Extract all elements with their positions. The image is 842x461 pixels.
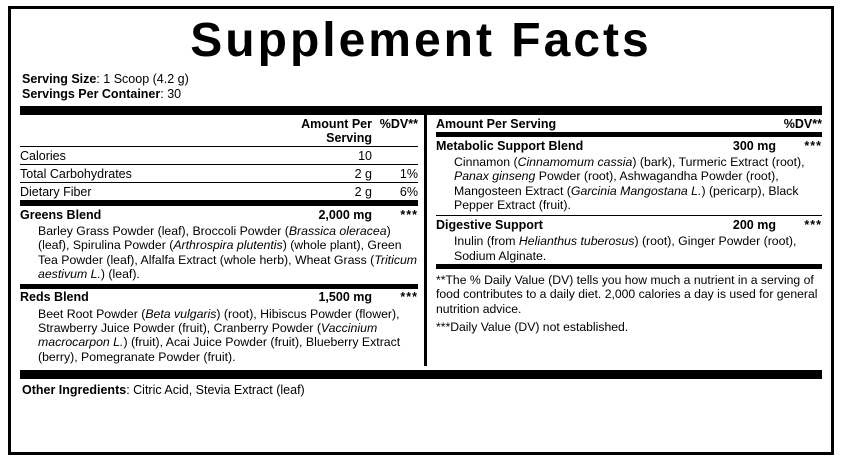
metabolic-support-ingredients: Cinnamon (Cinnamomum cassia) (bark), Turmeric Extract (root), Panax ginseng Powder (root), Ashwagandha Powder (root), Mangosteen Extract (Garcinia Mangostana L.) (pericarp), Black Pepper Extract (fruit). — [454, 155, 805, 213]
nutrient-amount: 2 g — [288, 165, 372, 183]
servings-per-container-value: : 30 — [160, 87, 182, 101]
servings-per-container-label: Servings Per Container — [22, 87, 161, 101]
nutrient-dv — [372, 147, 418, 165]
right-header-table — [436, 115, 822, 132]
nutrient-amount: 2 g — [288, 183, 372, 201]
digestive-support-ingredients: Inulin (from Helianthus tuberosus) (root), Ginger Powder (root), Sodium Alginate. — [454, 234, 797, 263]
left-header-blank — [20, 115, 288, 147]
blend-name: Greens Blend — [20, 207, 102, 222]
other-ingredients — [20, 379, 822, 398]
reds-blend-ingredients: Beet Root Powder (Beta vulgaris) (root), Hibiscus Powder (flower), Strawberry Juice Powder (fruit), Cranberry Powder (Vaccinium macrocarpon L.) (fruit), Acai Juice Powder (fruit), Blueberry Extract (berry), Pomegranate Powder (fruit). — [38, 306, 401, 364]
blend-amount: 200 mg — [732, 217, 776, 232]
digestive-support-table — [436, 216, 822, 233]
footnote-daily-value: **The % Daily Value (DV) tells you how much a nutrient in a serving of food contributes to a daily diet. 2,000 calories a day is used for general nutrition advice. — [436, 272, 818, 316]
column-divider — [424, 115, 427, 366]
footnote-not-established: ***Daily Value (DV) not established. — [436, 320, 629, 335]
nutrient-amount: 10 — [288, 147, 372, 165]
reds-blend-table — [20, 289, 418, 306]
right-header-dv: %DV** — [783, 116, 822, 131]
left-header-amount: Amount Per Serving — [288, 115, 372, 147]
nutrient-name: Dietary Fiber — [20, 183, 288, 201]
greens-blend-table — [20, 206, 418, 223]
table-row — [20, 165, 418, 183]
blend-header-row — [20, 289, 418, 306]
blend-dv: *** — [804, 138, 822, 153]
metabolic-support-table — [436, 137, 822, 154]
right-header-amount: Amount Per Serving — [436, 116, 557, 131]
blend-header-row — [436, 137, 822, 154]
blend-dv: *** — [400, 290, 418, 305]
left-header-dv: %DV** — [372, 115, 418, 147]
table-row — [20, 183, 418, 201]
blend-dv: *** — [804, 217, 822, 232]
nutrient-dv: 6% — [372, 183, 418, 201]
serving-size-line — [22, 72, 822, 87]
serving-size-label: Serving Size — [22, 72, 97, 86]
left-nutrient-table — [20, 115, 418, 201]
page-title: Supplement Facts — [190, 14, 652, 67]
divider-thick-top — [20, 106, 822, 115]
blend-name: Reds Blend — [20, 290, 89, 305]
blend-amount: 2,000 mg — [318, 207, 372, 222]
nutrient-name: Calories — [20, 147, 288, 165]
left-column — [20, 115, 424, 366]
nutrient-name: Total Carbohydrates — [20, 165, 288, 183]
nutrient-dv: 1% — [372, 165, 418, 183]
servings-per-container-line — [22, 87, 822, 102]
serving-info — [22, 72, 822, 102]
blend-amount: 1,500 mg — [318, 290, 372, 305]
other-ingredients-label: Other Ingredients — [22, 383, 127, 398]
greens-blend-ingredients: Barley Grass Powder (leaf), Broccoli Powder (Brassica oleracea) (leaf), Spirulina Powder (Arthrospira plutentis) (whole plant), Green Tea Powder (leaf), Alfalfa Extract (whole herb), Wheat Grass (Triticum aestivum L.) (leaf). — [38, 224, 418, 282]
right-table-header-row — [436, 115, 822, 132]
blend-name: Digestive Support — [436, 217, 543, 232]
blend-header-row — [436, 216, 822, 233]
supplement-facts-panel — [8, 6, 834, 455]
blend-header-row — [20, 206, 418, 223]
table-row — [20, 147, 418, 165]
right-column — [431, 115, 822, 366]
divider-thick-bottom — [20, 370, 822, 379]
serving-size-value: : 1 Scoop (4.2 g) — [96, 72, 189, 86]
left-table-header-row — [20, 115, 418, 147]
columns-container — [20, 115, 822, 366]
blend-name: Metabolic Support Blend — [436, 138, 584, 153]
other-ingredients-value: : Citric Acid, Stevia Extract (leaf) — [126, 383, 305, 398]
blend-dv: *** — [400, 207, 418, 222]
blend-amount: 300 mg — [732, 138, 776, 153]
